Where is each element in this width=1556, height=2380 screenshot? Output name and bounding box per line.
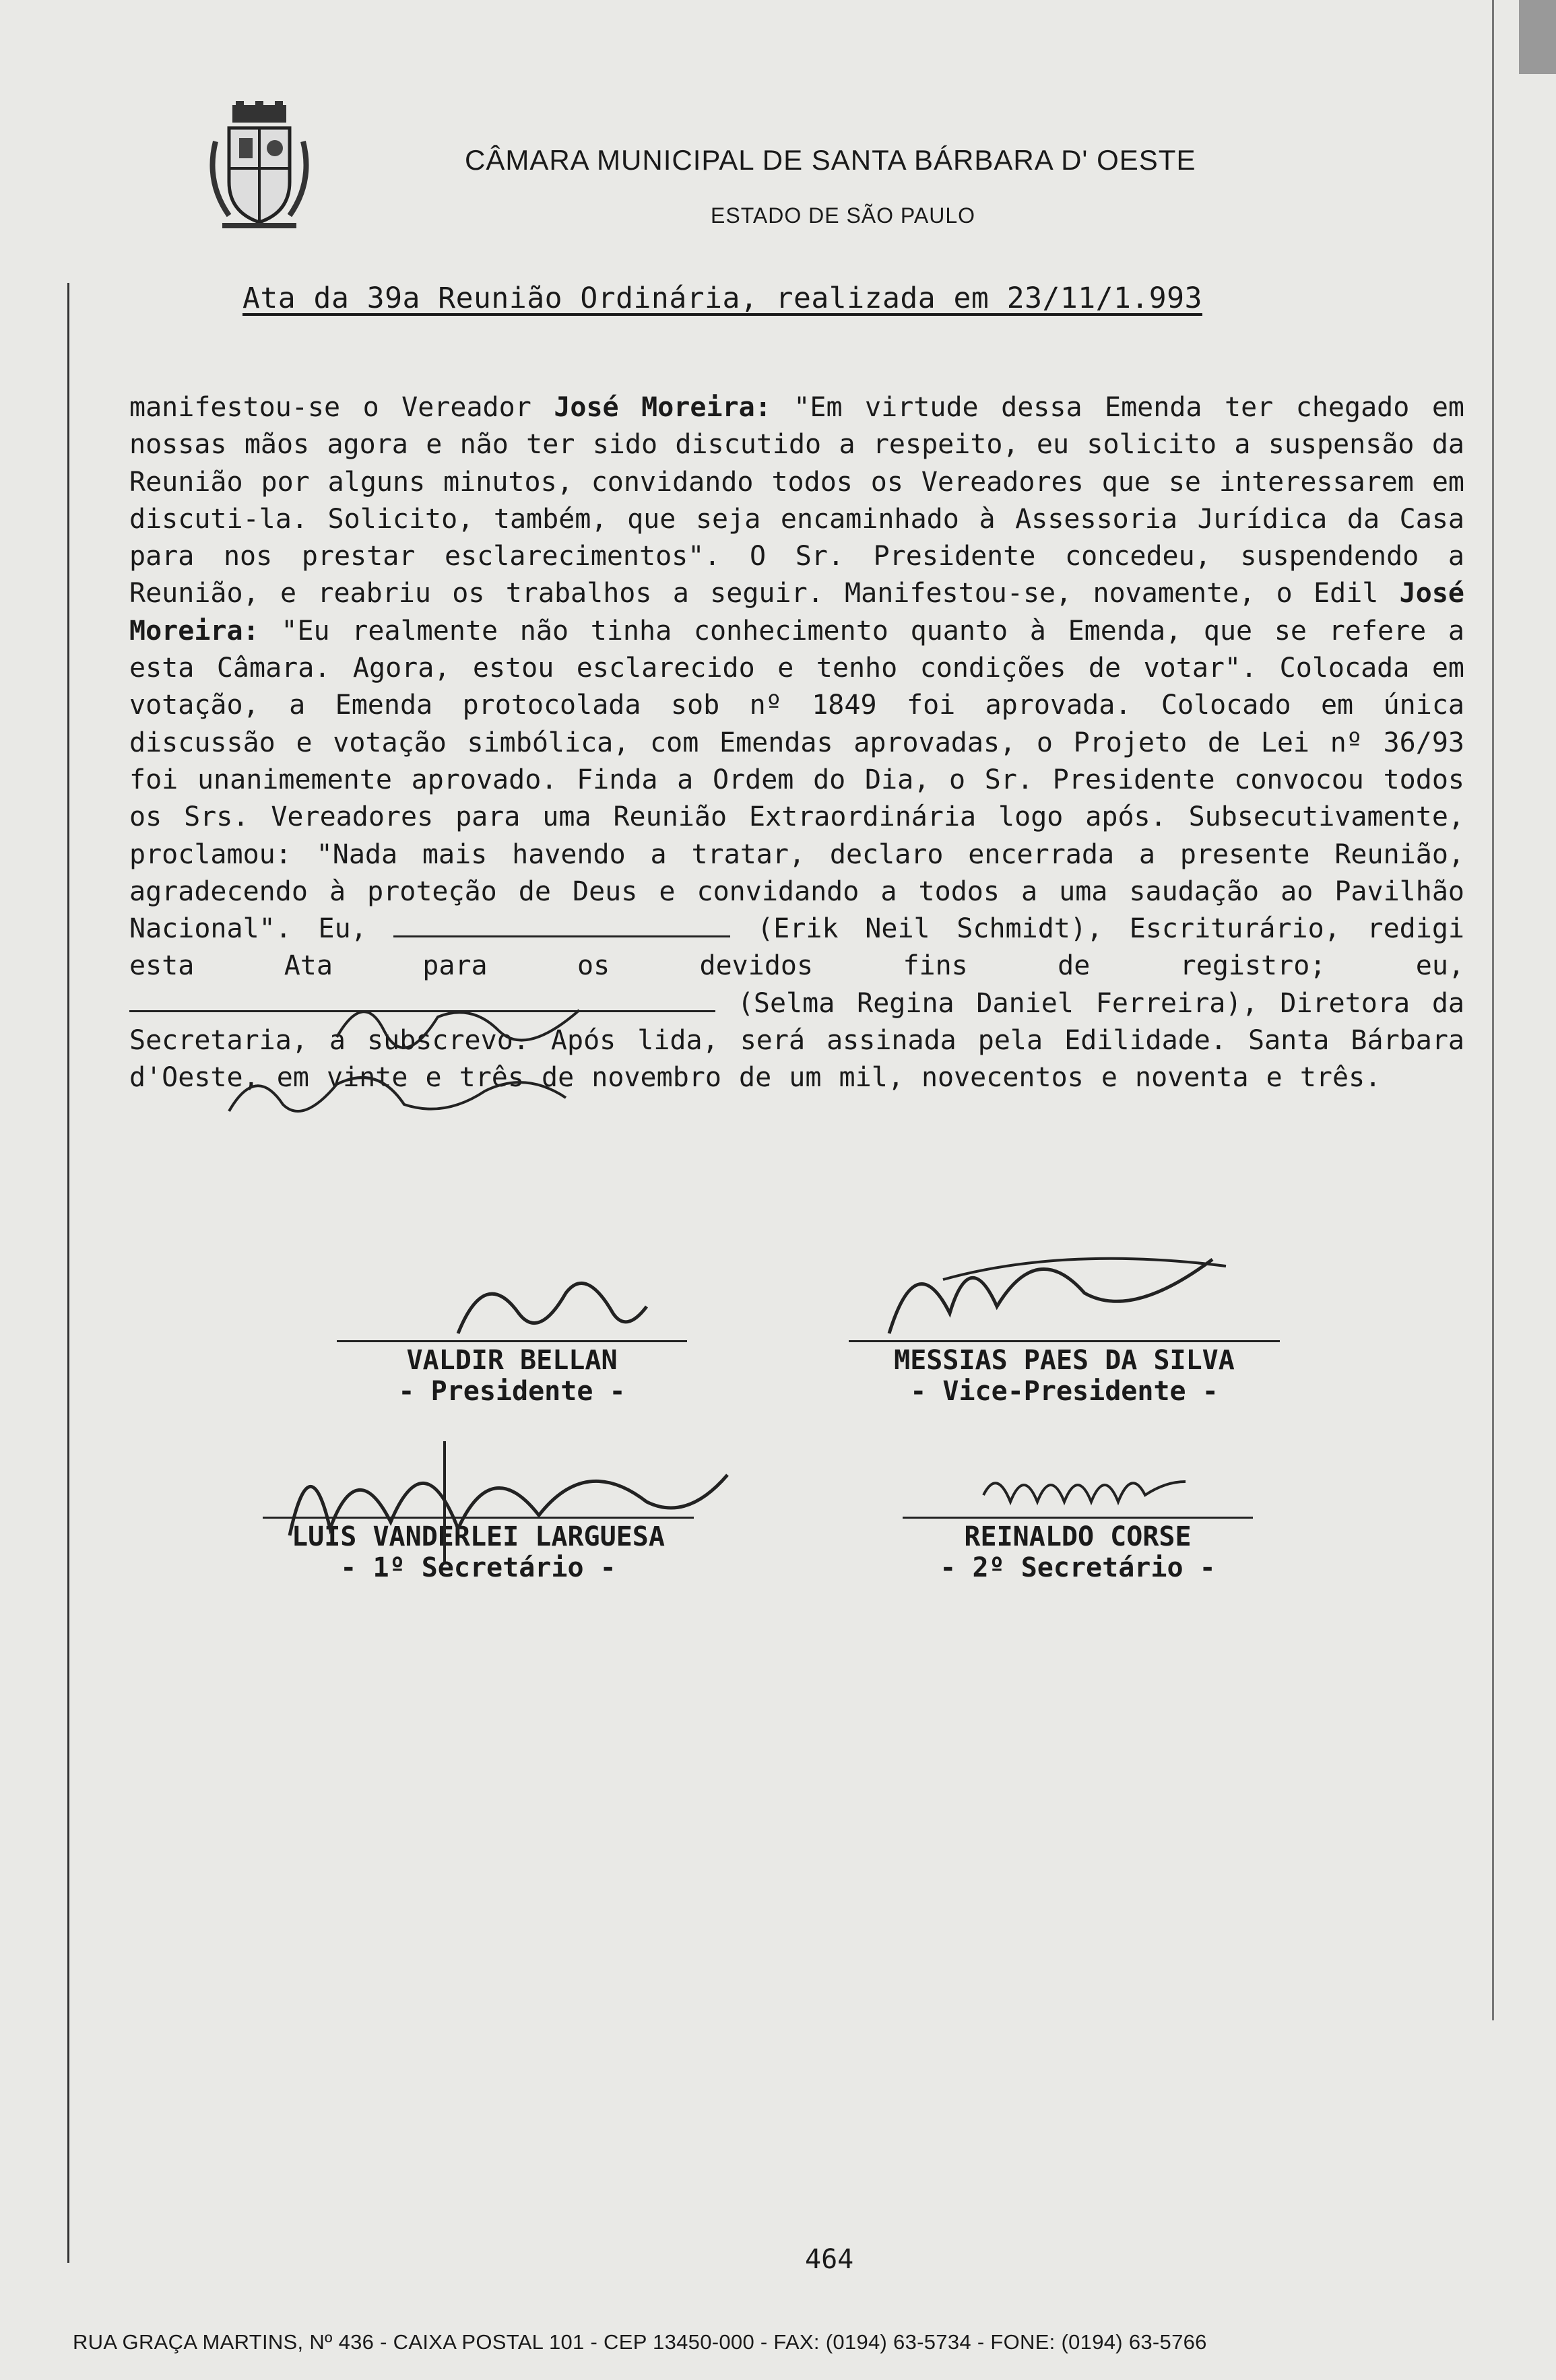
- signatory-name: REINALDO CORSE: [903, 1517, 1253, 1552]
- page-number: 464: [805, 2244, 854, 2275]
- signatory-name: LUIS VANDERLEI LARGUESA: [263, 1517, 694, 1552]
- president-handwritten-signature: [445, 1253, 660, 1354]
- body-text-5: (Selma Regina Daniel Ferreira), Diretora da Secretaria, a subscrevo. Após lida, será assinada pela Edilidade. Santa Bárbara d'Oeste, em vinte e três de novembro de um mil, novecentos e noventa e três.: [129, 987, 1464, 1094]
- signatory-role: - Vice-Presidente -: [910, 1376, 1219, 1407]
- body-text-1: manifestou-se o Vereador: [129, 392, 554, 423]
- clerk-signature-line: [393, 915, 730, 937]
- right-page-edge: [1492, 0, 1494, 2020]
- page-corner-shadow: [1519, 0, 1556, 74]
- left-margin-line: [67, 283, 69, 2263]
- signatory-name: VALDIR BELLAN: [337, 1340, 687, 1376]
- body-text-2: "Em virtude dessa Emenda ter chegado em nossas mãos agora e não ter sido discutido a respeito, eu solicito a suspensão da Reunião por alguns minutos, convidando todos os Vereadores que se interessarem em discuti-la. Solicito, também, que seja encaminhado à Assessoria Jurídica da Casa para nos prestar esclarecimentos". O Sr. Presidente concedeu, suspendendo a Reunião, e reabriu os trabalhos a seguir. Manifestou-se, novamente, o Edil: [129, 392, 1464, 609]
- body-text-3: "Eu realmente não tinha conhecimento quanto à Emenda, que se refere a esta Câmara. Agora, estou esclarecido e tenho condições de votar". Colocada em votação, a Emenda protocolada sob nº 1849 foi aprovada. Colocado em única discussão e votação simbólica, com Emendas aprovadas, o Projeto de Lei nº 36/93 foi unanimemente aprovado. Finda a Ordem do Dia, o Sr. Presidente convocou todos os Srs. Vereadores para uma Reunião Extraordinária logo após. Subsecutivamente, proclamou: "Nada mais havendo a tratar, declaro encerrada a presente Reunião, agradecendo à proteção de Deus e convidando a todos a uma saudação ao Pavilhão Nacional". Eu,: [129, 615, 1464, 945]
- signatory-role: - 2º Secretário -: [940, 1552, 1216, 1583]
- signatory-name: MESSIAS PAES DA SILVA: [849, 1340, 1280, 1376]
- signature-block-president: [337, 1340, 687, 1407]
- minutes-body: [129, 389, 1464, 1097]
- director-signature-line: [129, 990, 715, 1012]
- institution-title: CÂMARA MUNICIPAL DE SANTA BÁRBARA D' OESTE: [465, 144, 1196, 176]
- signatory-role: - 1º Secretário -: [340, 1552, 616, 1583]
- signature-block-second-secretary: [903, 1517, 1253, 1583]
- body-text-4: (Erik Neil Schmidt), Escriturário, redigi esta Ata para os devidos fins de registro; eu,: [129, 913, 1464, 982]
- minutes-title: Ata da 39a Reunião Ordinária, realizada em 23/11/1.993: [242, 282, 1202, 315]
- address-footer: RUA GRAÇA MARTINS, Nº 436 - CAIXA POSTAL 101 - CEP 13450-000 - FAX: (0194) 63-5734 - FONE: (0194) 63-5766: [73, 2330, 1207, 2354]
- signature-block-first-secretary: [263, 1517, 694, 1583]
- speaker-name: José Moreira:: [554, 392, 771, 423]
- municipal-coat-of-arms-icon: [202, 101, 317, 236]
- signatory-role: - Presidente -: [398, 1376, 626, 1407]
- vice-president-handwritten-signature: [862, 1219, 1239, 1354]
- speaker-name: José Moreira:: [129, 578, 1464, 647]
- institution-state: ESTADO DE SÃO PAULO: [711, 203, 976, 228]
- signature-block-vice-president: [849, 1340, 1280, 1407]
